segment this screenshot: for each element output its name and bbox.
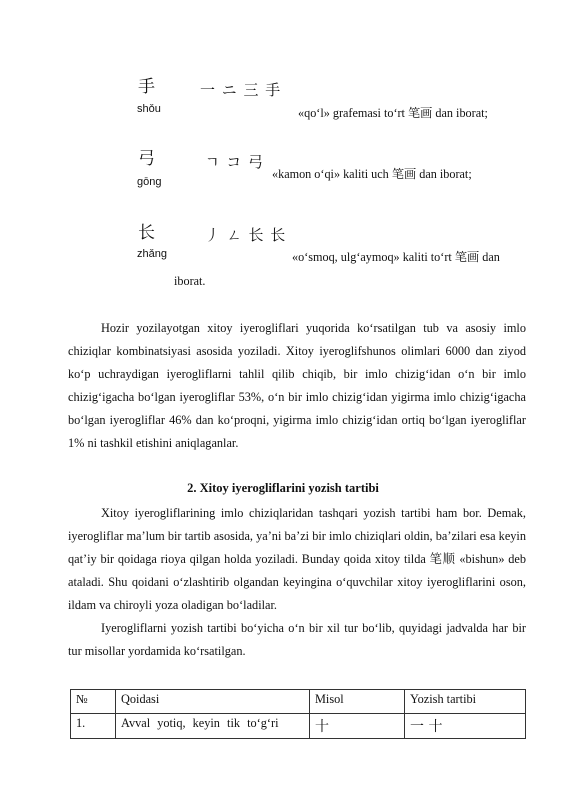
example-pinyin: gōng	[137, 176, 162, 188]
table-header-cell: №	[71, 690, 116, 714]
table-header-cell: Qoidasi	[116, 690, 310, 714]
stroke-order: ㄱ コ 弓	[205, 153, 265, 171]
paragraph-text: Hozir yozilayotgan xitoy iyerogliflari yuqorida ko‘rsatilgan tub va asosiy imlo chiziqlar kombinatsiyasi asosida yoziladi. Xitoy iyeroglifshunos olimlari 6000 dan ziyod ko‘p uchraydigan iyerogliflarni tahlil qilib chiqib, bir imlo chizig‘idan o‘n bir imlo chizig‘igacha bo‘lgan iyerogliflar 53%, o‘n bir imlo chizig‘idan yigirma imlo chizig‘igacha bo‘lgan iyerogliflar 46% dan ko‘proqni, yigirma imlo chizig‘idan ortiq bo‘lgan iyerogliflar 1% ni tashkil etishini aniqlaganlar.	[68, 321, 526, 450]
stroke-order: 一 ニ 三 手	[200, 81, 282, 99]
body-paragraph	[68, 317, 526, 455]
table-header-row	[71, 690, 526, 714]
stroke-order-rules-table	[70, 689, 526, 739]
example-pinyin: zhǎng	[137, 248, 167, 260]
section-heading: 2. Xitoy iyerogliflarini yozish tartibi	[187, 481, 379, 495]
table-cell: 一 十	[405, 714, 526, 739]
table-cell: Avval yotiq, keyin tik to‘g‘ri	[116, 714, 310, 739]
example-pinyin: shǒu	[137, 103, 161, 115]
table-header-cell: Yozish tartibi	[405, 690, 526, 714]
example-description: «qo‘l» grafemasi to‘rt 笔画 dan iborat;	[298, 106, 488, 120]
table-row	[71, 714, 526, 739]
paragraph-text: Xitoy iyerogliflarining imlo chiziqlaridan tashqari yozish tartibi ham bor. Demak, iyerogliflar ma’lum bir tartib asosida, ya’ni ba’zi bir imlo chiziqlari oldin, ba’zilari esa keyin qat’iy bir qoidaga rioya qilgan holda yoziladi. Bunday qoida xitoy tilda 笔顺 «bishun» deb ataladi. Shu qoidani o‘zlashtirib olgandan keyingina o‘quvchilar xitoy iyerogliflarini oson, ildam va chiroyli yoza oladigan bo‘ladilar.	[68, 506, 526, 612]
example-description: «kamon o‘qi» kaliti uch 笔画 dan iborat;	[272, 167, 472, 181]
example-hanzi: 手	[138, 77, 155, 97]
example-hanzi: 弓	[138, 149, 155, 169]
table-cell: 1.	[71, 714, 116, 739]
example-hanzi: 长	[138, 223, 155, 243]
example-description-continued: iborat.	[174, 274, 206, 288]
example-description: «o‘smoq, ulg‘aymoq» kaliti to‘rt 笔画 dan	[292, 250, 500, 264]
body-paragraph	[68, 502, 526, 663]
paragraph-text: Iyerogliflarni yozish tartibi bo‘yicha o‘n bir xil tur bo‘lib, quyidagi jadvalda har bir tur misollar yordamida ko‘rsatilgan.	[68, 621, 526, 658]
table-header-cell: Misol	[310, 690, 405, 714]
table-cell: 十	[310, 714, 405, 739]
stroke-order: 丿 ㄥ 长 长	[205, 226, 287, 244]
